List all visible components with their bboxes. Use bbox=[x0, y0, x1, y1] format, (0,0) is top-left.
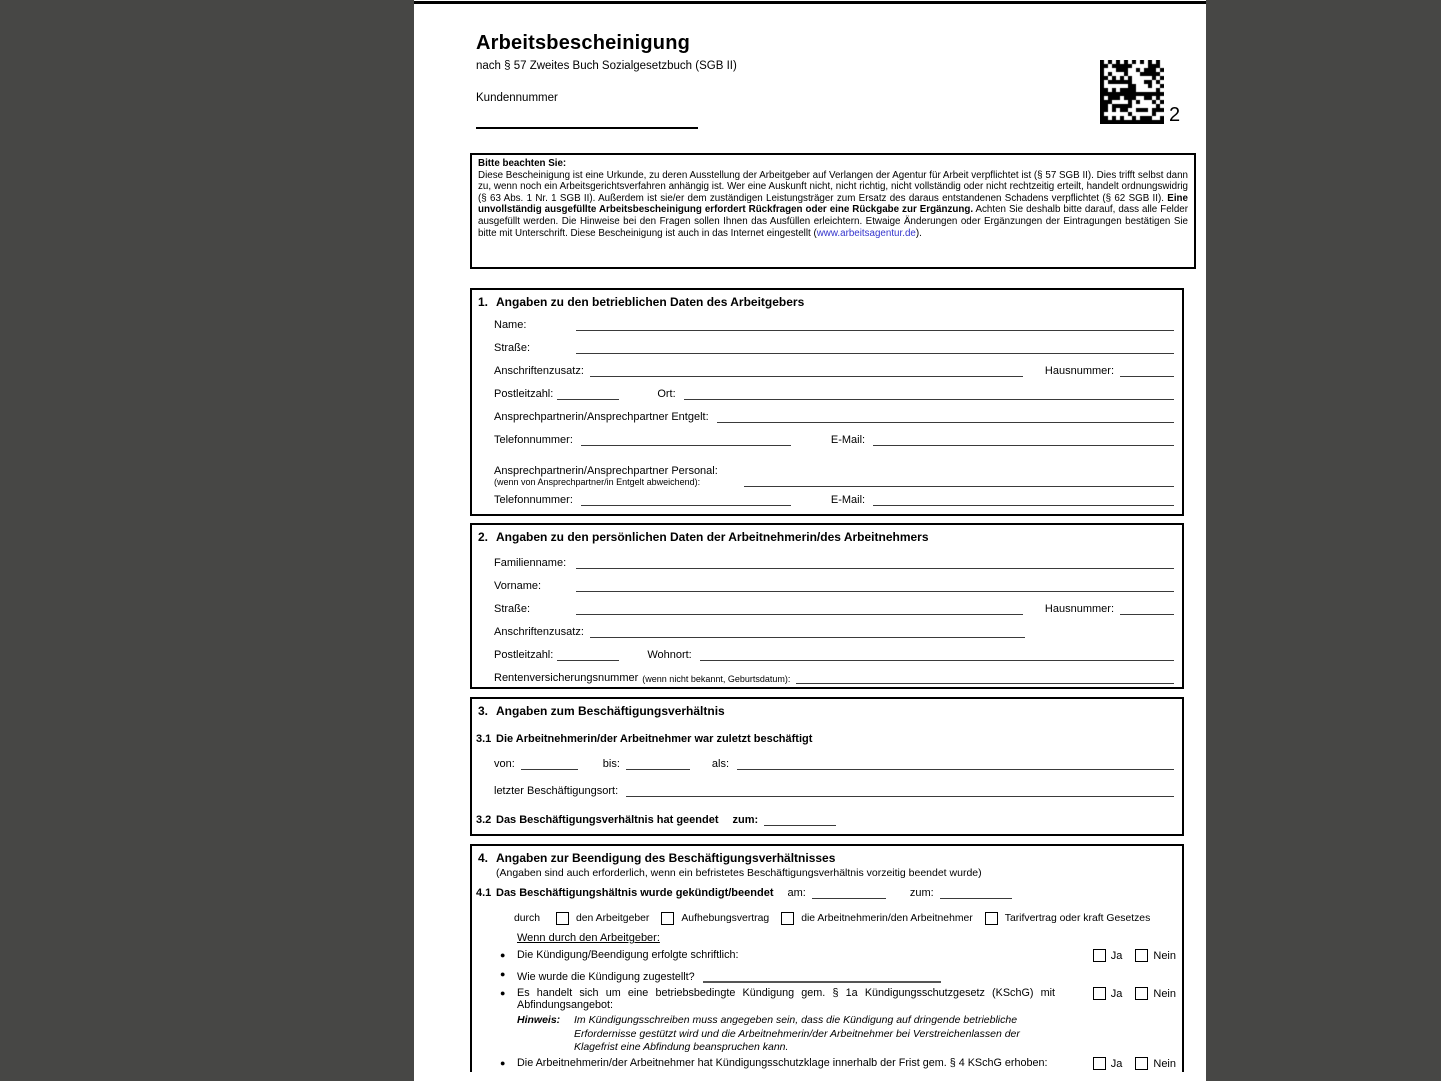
kundennummer-input-line[interactable] bbox=[476, 127, 698, 129]
ja-label: Ja bbox=[1110, 1057, 1123, 1070]
section-2-header bbox=[478, 530, 929, 544]
checkbox-schriftlich-ja[interactable] bbox=[1093, 949, 1106, 962]
section-2-number: 2. bbox=[478, 530, 489, 544]
gekuendigt-zum-label: zum: bbox=[909, 887, 934, 899]
section-1-number: 1. bbox=[478, 295, 489, 309]
checkbox-klage-ja[interactable] bbox=[1093, 1057, 1106, 1070]
bullet-icon: ● bbox=[500, 950, 506, 960]
section-2-title: Angaben zu den persönlichen Daten der Arbeitnehmerin/des Arbeitnehmers bbox=[496, 530, 929, 544]
hausnummer-2-input-line[interactable] bbox=[1120, 599, 1174, 615]
hinweis-label: Hinweis: bbox=[517, 1014, 561, 1026]
notice-box bbox=[470, 153, 1196, 269]
ja-label: Ja bbox=[1110, 987, 1123, 1000]
vorname-label: Vorname: bbox=[494, 580, 542, 592]
zustellung-input-line[interactable] bbox=[703, 968, 941, 983]
field-row-name bbox=[494, 314, 1174, 331]
section-4-termination bbox=[470, 844, 1184, 1072]
checkbox-betriebsbedingt-ja[interactable] bbox=[1093, 987, 1106, 1000]
checkbox-aufhebungsvertrag[interactable] bbox=[661, 912, 674, 925]
zum-label: zum: bbox=[732, 814, 759, 826]
anschriftenzusatz-2-label: Anschriftenzusatz: bbox=[494, 626, 584, 638]
rentenversicherungsnummer-label: Rentenversicherungsnummer bbox=[494, 672, 639, 684]
strasse-2-label: Straße: bbox=[494, 603, 531, 615]
name-label: Name: bbox=[494, 319, 527, 331]
field-row-telefon-email-2 bbox=[494, 489, 1174, 506]
ort-input-line[interactable] bbox=[684, 384, 1174, 400]
ansprechpartner-entgelt-label: Ansprechpartnerin/Ansprechpartner Entgelt: bbox=[494, 411, 709, 423]
subsection-3-2-number: 3.2 bbox=[476, 814, 492, 826]
bullet-row-schriftlich bbox=[500, 949, 1176, 961]
notice-body-3: ). bbox=[915, 227, 922, 239]
bullet3-line1: Es handelt sich um eine betriebsbedingte Kündigung gem. § 1a Kündigungsschutzgesetz (KSchG) mit bbox=[517, 987, 1055, 999]
section-4-number: 4. bbox=[478, 851, 489, 865]
section-3-title: Angaben zum Beschäftigungsverhältnis bbox=[496, 704, 725, 718]
kundennummer-label: Kundennummer bbox=[476, 92, 558, 104]
als-label: als: bbox=[711, 758, 730, 770]
postleitzahl-input-line[interactable] bbox=[557, 384, 619, 400]
hinweis-block bbox=[517, 1014, 1032, 1055]
ort-label: Ort: bbox=[657, 388, 676, 400]
ansprechpartner-personal-label: Ansprechpartnerin/Ansprechpartner Personal: bbox=[494, 465, 718, 477]
section-3-number: 3. bbox=[478, 704, 489, 718]
telefonnummer-label: Telefonnummer: bbox=[494, 434, 573, 446]
bullet-icon: ● bbox=[500, 969, 506, 979]
datamatrix-barcode-icon bbox=[1100, 60, 1164, 124]
ja-nein-group-2 bbox=[1093, 987, 1176, 1000]
bullet4-text: Die Arbeitnehmerin/der Arbeitnehmer hat Kündigungsschutzklage innerhalb der Frist gem. § 4 KSchG erhoben: bbox=[517, 1057, 1048, 1069]
durch-label: durch bbox=[514, 913, 540, 924]
postleitzahl-2-input-line[interactable] bbox=[557, 645, 619, 661]
subsection-3-1 bbox=[476, 728, 1174, 745]
notice-heading: Bitte beachten Sie: bbox=[478, 158, 567, 169]
bullet-row-betriebsbedingt bbox=[500, 987, 1176, 1011]
wenn-durch-arbeitgeber-heading: Wenn durch den Arbeitgeber: bbox=[517, 932, 660, 944]
gekuendigt-zum-input-line[interactable] bbox=[940, 883, 1012, 899]
field-row-von-bis-als bbox=[494, 753, 1174, 770]
subsection-4-1 bbox=[476, 882, 1174, 899]
notice-body-2: Achten Sie deshalb bitte darauf, dass alle Felder ausgefüllt werden. Die Hinweise bei den Fragen sollen Ihnen das Ausfüllen erleichtern. Etwaige Änderungen oder Ergänzungen der Eintragungen bestätigen Sie bitte mit Unterschrift. Diese Bescheinigung ist auch in das Internet eingestellt ( bbox=[478, 204, 1188, 239]
strasse-2-input-line[interactable] bbox=[576, 599, 1023, 615]
field-row-vorname bbox=[494, 575, 1174, 592]
checkbox-betriebsbedingt-nein[interactable] bbox=[1135, 987, 1148, 1000]
subsection-3-2-text: Das Beschäftigungsverhältnis hat geendet bbox=[496, 814, 719, 826]
bis-input-line[interactable] bbox=[626, 754, 690, 770]
hausnummer-label: Hausnummer: bbox=[1044, 365, 1114, 377]
ja-nein-group-1 bbox=[1093, 949, 1176, 962]
am-label: am: bbox=[787, 887, 806, 899]
anschriftenzusatz-input-line[interactable] bbox=[590, 361, 1023, 377]
field-row-anschriftenzusatz-2 bbox=[494, 621, 1174, 638]
bullet1-text: Die Kündigung/Beendigung erfolgte schriftlich: bbox=[517, 949, 739, 961]
field-row-plz-ort bbox=[494, 383, 1174, 400]
familienname-input-line[interactable] bbox=[576, 553, 1174, 569]
section-3-employment bbox=[470, 697, 1184, 836]
section-1-header bbox=[478, 295, 804, 309]
email-2-input-line[interactable] bbox=[873, 490, 1174, 506]
section-4-title: Angaben zur Beendigung des Beschäftigungsverhältnisses bbox=[496, 851, 836, 865]
field-row-telefon-email-1 bbox=[494, 429, 1174, 446]
form-title: Arbeitsbescheinigung bbox=[476, 32, 691, 54]
ansprechpartner-personal-note: (wenn von Ansprechpartner/in Entgelt abweichend): bbox=[494, 477, 701, 487]
checkbox-klage-nein[interactable] bbox=[1135, 1057, 1148, 1070]
hinweis-text: Im Kündigungsschreiben muss angegeben sein, dass die Kündigung auf dringende betriebliche Erfordernisse gestützt wird und die Arbeitnehmerin/der Arbeitnehmer bei Verstreichenlassen der Klagefrist eine Abfindung beanspruchen kann. bbox=[574, 1014, 1020, 1053]
field-row-ansprechpartner-entgelt bbox=[494, 406, 1174, 423]
section-4-header bbox=[478, 851, 835, 865]
email-input-line[interactable] bbox=[873, 430, 1174, 446]
subsection-4-1-number: 4.1 bbox=[476, 887, 492, 899]
geendet-zum-input-line[interactable] bbox=[764, 810, 836, 826]
form-subtitle: nach § 57 Zweites Buch Sozialgesetzbuch (SGB II) bbox=[476, 60, 737, 72]
checkbox-arbeitgeber[interactable] bbox=[556, 912, 569, 925]
postleitzahl-label: Postleitzahl: bbox=[494, 388, 554, 400]
checkbox-schriftlich-nein[interactable] bbox=[1135, 949, 1148, 962]
von-input-line[interactable] bbox=[521, 754, 578, 770]
checkbox-tarifvertrag[interactable] bbox=[985, 912, 998, 925]
ansprechpartner-personal-input-line[interactable] bbox=[744, 471, 1174, 487]
field-row-strasse bbox=[494, 337, 1174, 354]
subsection-4-1-text: Das Beschäftigungshältnis wurde gekündigt/beendet bbox=[496, 887, 774, 899]
field-row-plz-wohnort bbox=[494, 644, 1174, 661]
notice-body-bold: Eine unvollständig ausgefüllte Arbeitsbescheinigung erfordert Rückfragen oder eine Rückgabe zur Ergänzung. bbox=[478, 192, 1188, 216]
als-input-line[interactable] bbox=[737, 754, 1174, 770]
page-number: 2 bbox=[1169, 104, 1181, 126]
checkbox-aufhebungsvertrag-label: Aufhebungsvertrag bbox=[681, 913, 770, 924]
subsection-3-1-number: 3.1 bbox=[476, 733, 492, 745]
document-page bbox=[414, 0, 1206, 1081]
hausnummer-input-line[interactable] bbox=[1120, 361, 1174, 377]
rentenversicherungsnummer-note: (wenn nicht bekannt, Geburtsdatum): bbox=[642, 674, 791, 684]
rentenversicherungsnummer-input-line[interactable] bbox=[796, 668, 1174, 684]
bullet-icon: ● bbox=[500, 1058, 506, 1068]
checkbox-arbeitgeber-label: den Arbeitgeber bbox=[576, 913, 650, 924]
field-row-rentenversicherungsnummer bbox=[494, 667, 1174, 684]
section-1-employer-data bbox=[470, 288, 1184, 516]
telefonnummer-input-line[interactable] bbox=[581, 430, 791, 446]
familienname-label: Familienname: bbox=[494, 557, 567, 569]
subsection-3-1-text: Die Arbeitnehmerin/der Arbeitnehmer war zuletzt beschäftigt bbox=[496, 733, 813, 745]
wohnort-label: Wohnort: bbox=[647, 649, 692, 661]
letzter-beschaeftigungsort-input-line[interactable] bbox=[626, 781, 1174, 797]
nein-label: Nein bbox=[1153, 987, 1176, 1000]
anschriftenzusatz-2-input-line[interactable] bbox=[590, 622, 1025, 638]
email-2-label: E-Mail: bbox=[830, 494, 866, 506]
von-label: von: bbox=[494, 758, 515, 770]
name-input-line[interactable] bbox=[576, 315, 1174, 331]
email-label: E-Mail: bbox=[830, 434, 866, 446]
strasse-label: Straße: bbox=[494, 342, 531, 354]
wohnort-input-line[interactable] bbox=[700, 645, 1174, 661]
field-row-letzter-beschaeftigungsort bbox=[494, 780, 1174, 797]
section-2-employee-data bbox=[470, 523, 1184, 689]
field-row-ansprechpartner-personal bbox=[494, 455, 1174, 487]
checkbox-arbeitnehmer[interactable] bbox=[781, 912, 794, 925]
page-top-border bbox=[414, 1, 1206, 4]
nein-label: Nein bbox=[1153, 949, 1176, 962]
vorname-input-line[interactable] bbox=[576, 576, 1174, 592]
checkbox-arbeitnehmer-label: die Arbeitnehmerin/den Arbeitnehmer bbox=[801, 913, 973, 924]
bis-label: bis: bbox=[602, 758, 620, 770]
anschriftenzusatz-label: Anschriftenzusatz: bbox=[494, 365, 584, 377]
gekuendigt-am-input-line[interactable] bbox=[812, 883, 886, 899]
bullet-icon: ● bbox=[500, 988, 506, 998]
telefonnummer-2-input-line[interactable] bbox=[581, 490, 791, 506]
field-row-anschriftenzusatz bbox=[494, 360, 1174, 377]
bullet2-text: Wie wurde die Kündigung zugestellt? bbox=[517, 971, 695, 983]
bullet-row-zustellung bbox=[500, 968, 1176, 983]
letzter-beschaeftigungsort-label: letzter Beschäftigungsort: bbox=[494, 785, 619, 797]
subsection-3-2 bbox=[476, 809, 1174, 826]
section-3-header bbox=[478, 704, 725, 718]
field-row-familienname bbox=[494, 552, 1174, 569]
section-4-subtitle: (Angaben sind auch erforderlich, wenn ein befristetes Beschäftigungsverhältnis vorzeitig beendet wurde) bbox=[496, 867, 982, 879]
bullet-row-kuendigungsschutzklage bbox=[500, 1057, 1176, 1069]
ja-nein-group-3 bbox=[1093, 1057, 1176, 1070]
nein-label: Nein bbox=[1153, 1057, 1176, 1070]
postleitzahl-2-label: Postleitzahl: bbox=[494, 649, 554, 661]
durch-checkbox-row bbox=[514, 912, 1150, 925]
section-1-title: Angaben zu den betrieblichen Daten des Arbeitgebers bbox=[496, 295, 805, 309]
strasse-input-line[interactable] bbox=[576, 338, 1174, 354]
bullet3-line2: Abfindungsangebot: bbox=[517, 999, 614, 1011]
hausnummer-2-label: Hausnummer: bbox=[1044, 603, 1114, 615]
ansprechpartner-entgelt-input-line[interactable] bbox=[717, 407, 1174, 423]
field-row-strasse-2 bbox=[494, 598, 1174, 615]
telefonnummer-2-label: Telefonnummer: bbox=[494, 494, 573, 506]
ja-label: Ja bbox=[1110, 949, 1123, 962]
arbeitsagentur-link[interactable]: www.arbeitsagentur.de bbox=[816, 227, 916, 239]
notice-body-1: Diese Bescheinigung ist eine Urkunde, zu deren Ausstellung der Arbeitgeber auf Verlangen der Agentur für Arbeit verpflichtet ist (§ 57 SGB II). Dies trifft selbst dann zu, wenn noch ein Arbeitsgerichtsverfahren anhängig ist. Wer eine Auskunft nicht, nicht richtig, nicht vollständig oder nicht rechtzeitig erteilt, handelt ordnungswidrig (§ 63 Abs. 1 Nr. 1 SGB II). Außerdem ist sie/er dem zuständigen Leistungsträger zum Ersatz des daraus entstandenen Schadens verpflichtet (§ 62 SGB II). bbox=[478, 169, 1188, 204]
checkbox-tarifvertrag-label: Tarifvertrag oder kraft Gesetzes bbox=[1004, 913, 1151, 924]
